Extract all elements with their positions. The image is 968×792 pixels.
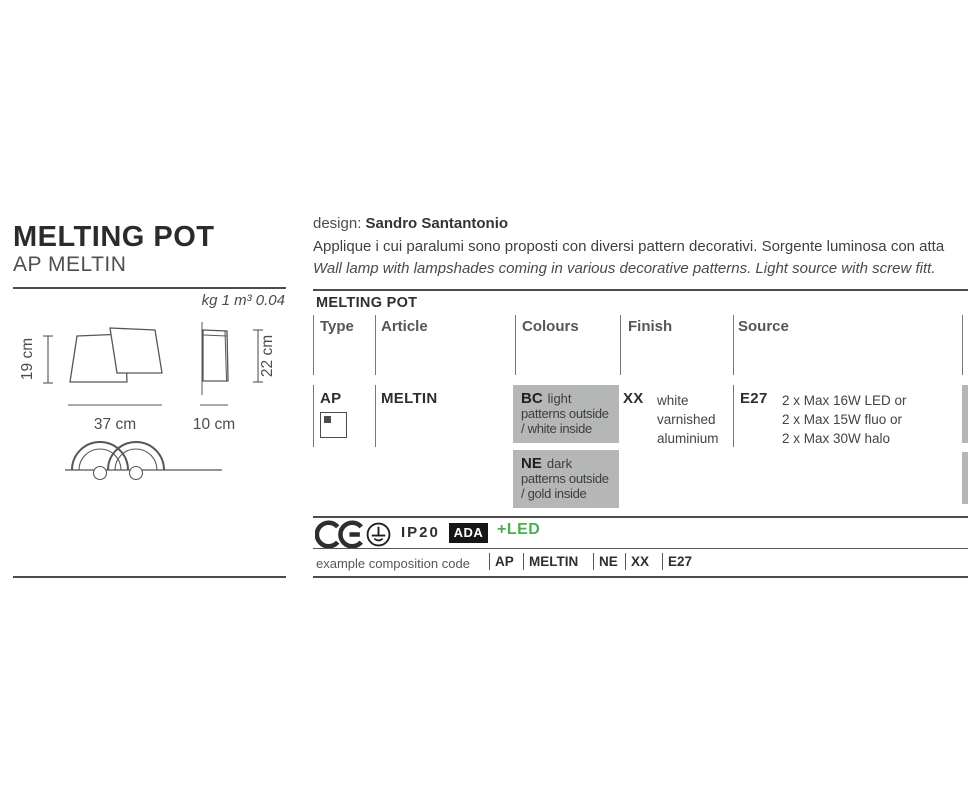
composition-label: example composition code: [316, 556, 470, 571]
ip-rating: IP20: [401, 524, 440, 541]
composition-top-divider: [313, 548, 968, 549]
clipped-colour-box: [962, 385, 968, 443]
source-description: [782, 391, 907, 448]
cell-type-code: AP: [320, 390, 342, 407]
page-title: MELTING POT: [13, 221, 215, 253]
dim-label-22cm: 22 cm: [259, 334, 276, 378]
led-label: +LED: [497, 521, 541, 538]
description-english: Wall lamp with lampshades coming in various decorative patterns. Light source with screw fitt.: [313, 260, 936, 277]
table-divider: [375, 385, 376, 447]
colour-code-ne: NE: [521, 455, 542, 472]
design-credit: [313, 215, 508, 232]
finish-line: varnished: [657, 412, 716, 427]
colour-option-ne: [513, 450, 619, 508]
clipped-colour-box: [962, 452, 968, 504]
product-code: AP MELTIN: [13, 253, 127, 276]
table-divider: [313, 385, 314, 447]
weight-note: kg 1 m³ 0.04: [201, 292, 285, 309]
colour-desc-line: / white inside: [521, 420, 592, 436]
source-line: 2 x Max 30W halo: [782, 431, 891, 446]
table-top-divider: [313, 289, 968, 291]
wall-mount-icon: [320, 412, 347, 438]
description-italian: Applique i cui paralumi sono proposti con diversi pattern decorativi. Sorgente luminosa con atta: [313, 238, 945, 255]
source-line: 2 x Max 16W LED or: [782, 393, 907, 408]
table-divider: [962, 315, 963, 375]
wall-mount-icon-dot: [324, 416, 331, 423]
dim-label-10cm: 10 cm: [192, 416, 236, 433]
column-header-colours: Colours: [522, 318, 579, 335]
ada-badge: ADA: [449, 523, 488, 543]
dim-label-37cm: 37 cm: [93, 416, 137, 433]
colour-desc-line: patterns outside: [521, 471, 609, 486]
colour-desc-line: / gold inside: [521, 485, 587, 501]
plan-socket-left: [94, 467, 107, 480]
side-shade: [203, 330, 228, 381]
table-divider: [733, 385, 734, 447]
cell-article-code: MELTIN: [381, 390, 438, 407]
table-divider: [733, 315, 734, 375]
front-shade-right: [110, 328, 162, 373]
designer-name: Sandro Santantonio: [365, 215, 509, 232]
finish-line: aluminium: [657, 431, 719, 446]
column-header-article: Article: [381, 318, 428, 335]
ce-mark-icon: [315, 520, 373, 549]
cell-source-code: E27: [740, 390, 768, 407]
earth-class-icon: [366, 522, 391, 547]
source-line: 2 x Max 15W fluo or: [782, 412, 903, 427]
title-divider: [13, 287, 286, 289]
dim-label-19cm: 19 cm: [19, 337, 36, 381]
left-bottom-divider: [13, 576, 286, 578]
column-header-type: Type: [320, 318, 354, 335]
composition-code-article: MELTIN: [523, 553, 578, 570]
colour-option-bc: [513, 385, 619, 443]
design-label: design:: [313, 215, 362, 232]
table-divider: [313, 315, 314, 375]
table-title: MELTING POT: [316, 295, 418, 311]
colour-name-bc: light: [547, 391, 572, 406]
table-divider: [375, 315, 376, 375]
colour-code-bc: BC: [521, 390, 543, 407]
composition-code-finish: XX: [625, 553, 649, 570]
colour-name-ne: dark: [546, 456, 573, 471]
certifications-top-divider: [313, 516, 968, 518]
technical-drawing: [14, 310, 294, 525]
table-divider: [515, 315, 516, 375]
column-header-source: Source: [738, 318, 789, 335]
dim-19cm-line: [43, 336, 53, 383]
composition-code-source: E27: [662, 553, 692, 570]
composition-code-colour: NE: [593, 553, 618, 570]
column-header-finish: Finish: [628, 318, 673, 335]
colour-desc-line: patterns outside: [521, 406, 609, 421]
page-bottom-divider: [313, 576, 968, 578]
cell-finish-code: XX: [623, 390, 644, 407]
composition-code-type: AP: [489, 553, 514, 570]
finish-line: white: [657, 393, 689, 408]
finish-description: [657, 391, 719, 448]
plan-socket-right: [130, 467, 143, 480]
table-divider: [620, 315, 621, 375]
